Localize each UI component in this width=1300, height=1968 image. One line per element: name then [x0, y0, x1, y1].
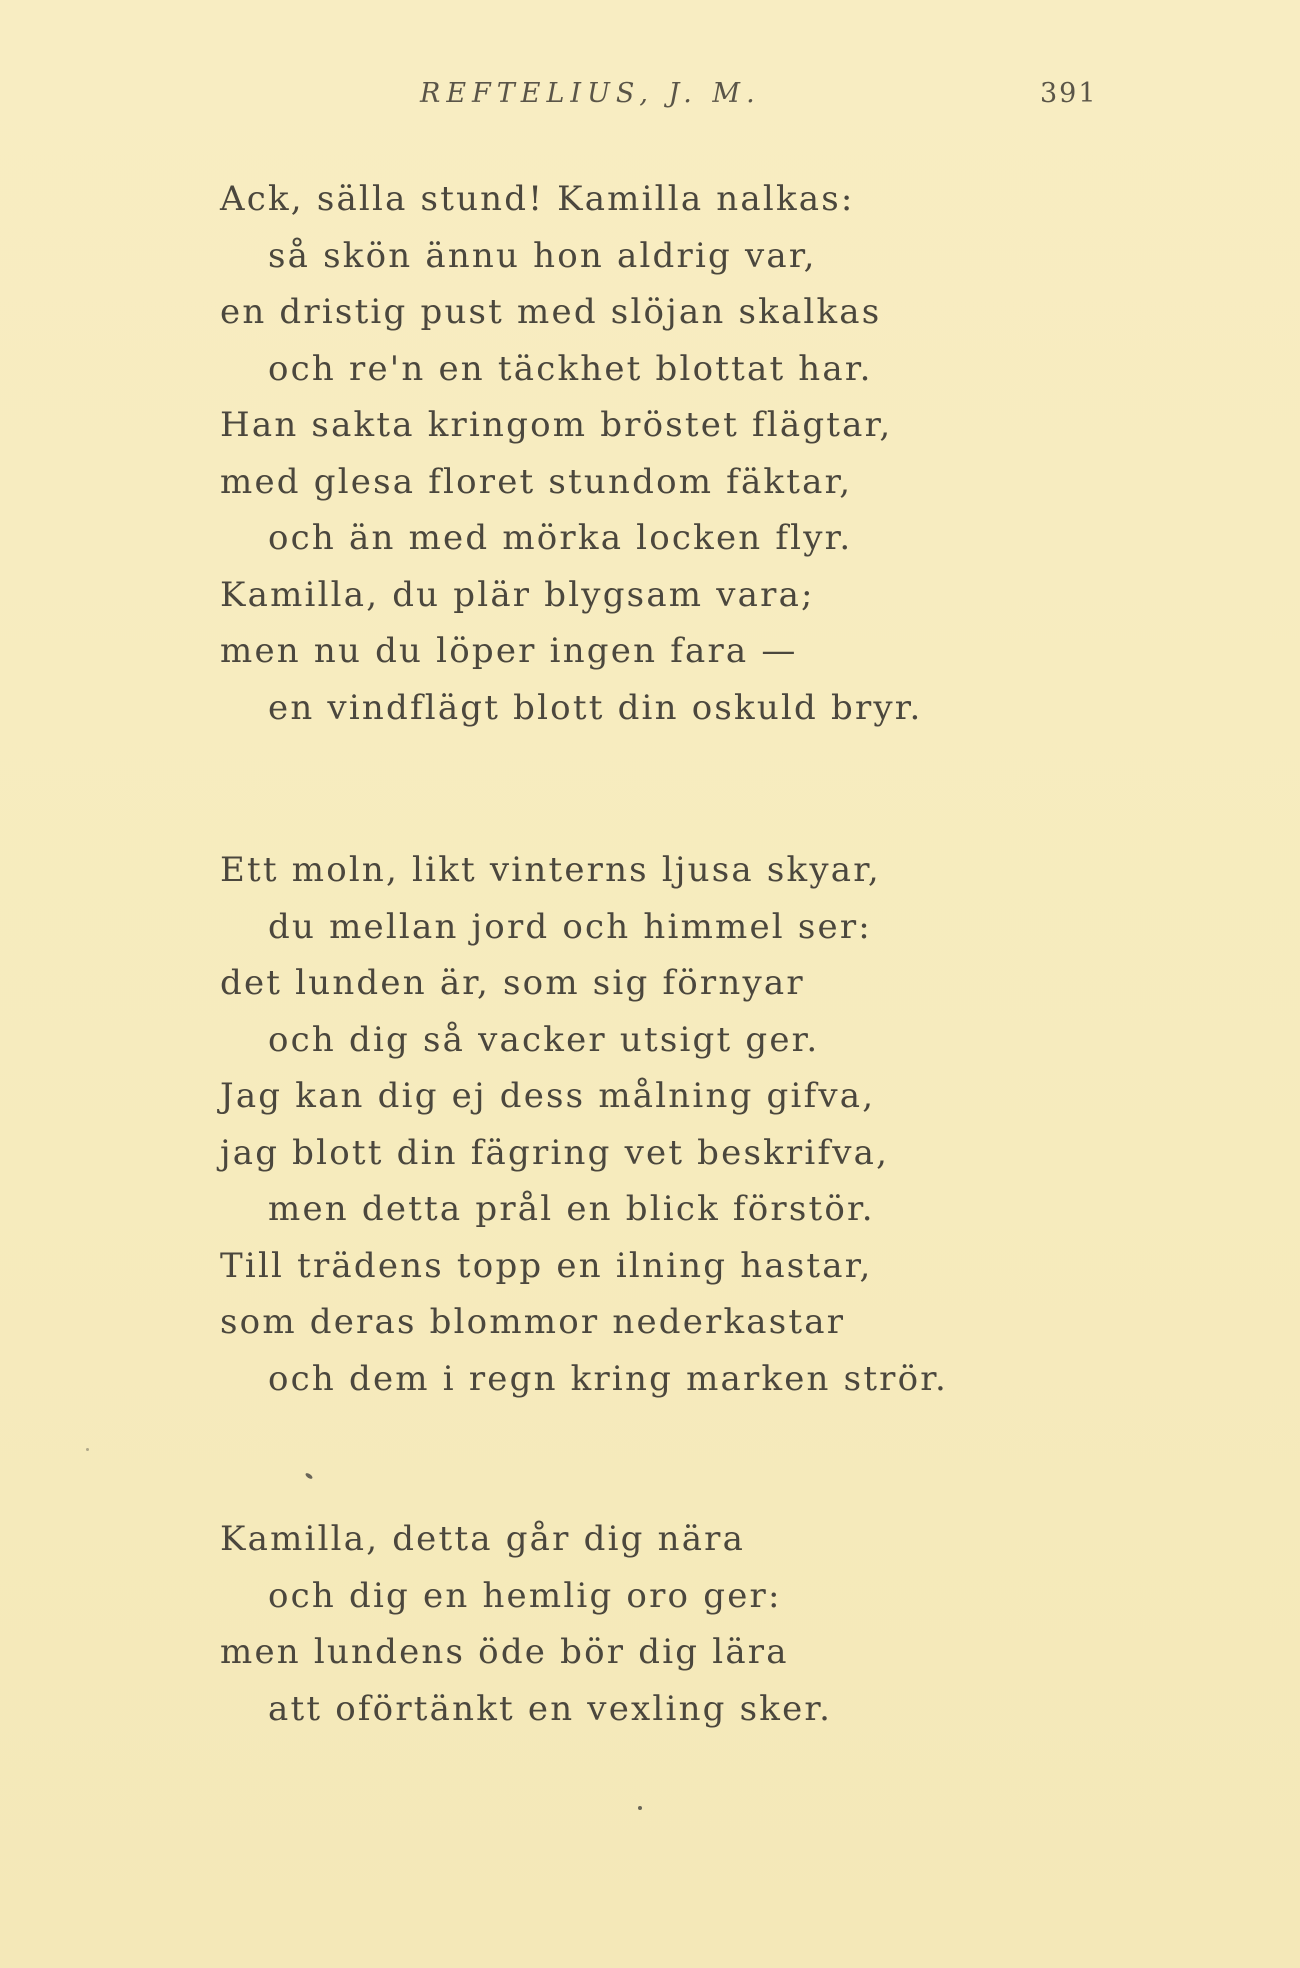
running-head: REFTELIUS, J. M.	[420, 78, 761, 109]
poem-line: Jag kan dig ej dess målning gifva,	[220, 1076, 876, 1116]
poem-line: men nu du löper ingen fara —	[220, 631, 798, 671]
poem-line: men lundens öde bör dig lära	[220, 1632, 789, 1672]
poem-line: och dem i regn kring marken strör.	[268, 1358, 949, 1399]
poem-line: du mellan jord och himmel ser:	[268, 906, 872, 947]
poem-line: Till trädens topp en ilning hastar,	[220, 1245, 873, 1286]
poem-line: och dig en hemlig oro ger:	[268, 1575, 782, 1616]
stanza-1	[220, 171, 923, 736]
poem-line: och än med mörka locken flyr.	[268, 518, 853, 558]
poem-line: Kamilla, du plär blygsam vara;	[220, 574, 815, 615]
poem-line: men detta prål en blick förstör.	[268, 1189, 875, 1229]
poem-line: det lunden är, som sig förnyar	[220, 963, 805, 1003]
poem-line: Ack, sälla stund! Kamilla nalkas:	[220, 179, 855, 219]
poem-line: och dig så vacker utsigt ger.	[268, 1019, 820, 1060]
page-number: 391	[1040, 78, 1098, 109]
poem-line: att oförtänkt en vexling sker.	[268, 1688, 833, 1729]
poem-line: så skön ännu hon aldrig var,	[268, 235, 817, 276]
ink-speck	[305, 1472, 314, 1480]
poem-line: Kamilla, detta går dig nära	[220, 1519, 746, 1559]
ink-speck	[86, 1448, 89, 1451]
poem-line: en dristig pust med slöjan skalkas	[220, 292, 882, 332]
poem-line: Ett moln, likt vinterns ljusa skyar,	[220, 850, 881, 890]
poem-line: jag blott din fägring vet beskrifva,	[220, 1132, 890, 1173]
ink-speck	[638, 1806, 642, 1810]
poem-line: en vindflägt blott din oskuld bryr.	[268, 687, 923, 728]
poem-line: och re'n en täckhet blottat har.	[268, 348, 873, 389]
poem-line: med glesa floret stundom fäktar,	[220, 461, 853, 502]
poem-line: Han sakta kringom bröstet flägtar,	[220, 405, 893, 445]
stanza-3	[220, 1511, 832, 1737]
poem-line: som deras blommor nederkastar	[220, 1302, 846, 1342]
stanza-2	[220, 842, 948, 1407]
